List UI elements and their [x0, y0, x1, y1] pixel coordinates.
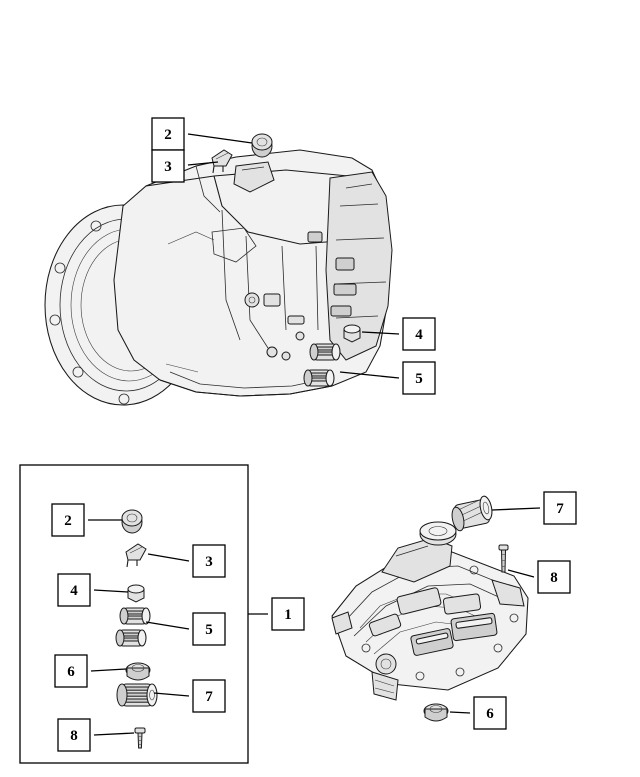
callout-box-5-kit[interactable]: [193, 613, 225, 645]
callout-label: 2: [164, 127, 172, 143]
callout-label: 7: [556, 501, 564, 517]
part-2-seal-plug-top: [252, 134, 272, 157]
callout-label: 3: [164, 159, 172, 175]
callout-box-6-valvebody[interactable]: [474, 697, 506, 729]
callout-box-6-kit[interactable]: [55, 655, 87, 687]
parts-kit-contents: [116, 510, 157, 748]
callout-box-3-kit[interactable]: [193, 545, 225, 577]
part-3-retainer-clip-kit: [126, 544, 146, 567]
part-7-bushing-valvebody: [450, 495, 494, 532]
callout-label: 7: [205, 689, 213, 705]
callout-box-2-top[interactable]: [152, 118, 184, 150]
callout-box-5-top[interactable]: [403, 362, 435, 394]
part-7-bushing-kit: [117, 684, 157, 706]
callout-box-3-top[interactable]: [152, 150, 184, 182]
leader-4-kit: [94, 590, 128, 592]
leader-6-kit: [91, 669, 126, 671]
callout-box-8-valvebody[interactable]: [538, 561, 570, 593]
part-4-nut-kit: [128, 585, 144, 602]
callout-box-4-kit[interactable]: [58, 574, 90, 606]
leader-5-kit: [146, 622, 189, 629]
leader-6-valvebody: [450, 712, 470, 713]
part-8-bolt-kit: [135, 728, 145, 748]
callout-box-7-kit[interactable]: [193, 680, 225, 712]
leader-3-kit: [148, 554, 189, 561]
transmission-case-illustration: [45, 134, 392, 405]
callout-box-8-kit[interactable]: [58, 719, 90, 751]
leader-8-kit: [94, 733, 134, 735]
callout-box-1-kit[interactable]: [272, 598, 304, 630]
callout-label: 5: [205, 622, 213, 638]
callout-label: 6: [486, 706, 494, 722]
callout-label: 4: [70, 583, 78, 599]
part-6-grommet-kit: [126, 663, 150, 680]
part-5-connector-fittings-kit: [116, 608, 150, 646]
leader-7-kit: [154, 693, 189, 696]
callout-label: 3: [205, 554, 213, 570]
part-4-nut-top: [344, 325, 360, 342]
valve-body-illustration: [332, 495, 528, 721]
callout-label: 2: [64, 513, 72, 529]
callout-label: 6: [67, 664, 75, 680]
callout-box-2-kit[interactable]: [52, 504, 84, 536]
leader-7-valvebody: [492, 508, 540, 510]
callout-label: 8: [550, 570, 558, 586]
callout-label: 4: [415, 327, 423, 343]
callout-label: 1: [284, 607, 292, 623]
callout-label: 8: [70, 728, 78, 744]
part-2-seal-plug-kit: [122, 510, 142, 533]
callout-box-4-top[interactable]: [403, 318, 435, 350]
callout-box-7-valvebody[interactable]: [544, 492, 576, 524]
callout-label: 5: [415, 371, 423, 387]
part-6-grommet-valvebody: [424, 704, 448, 721]
part-8-bolt-valvebody: [499, 545, 508, 572]
leader-2-top: [188, 134, 252, 143]
